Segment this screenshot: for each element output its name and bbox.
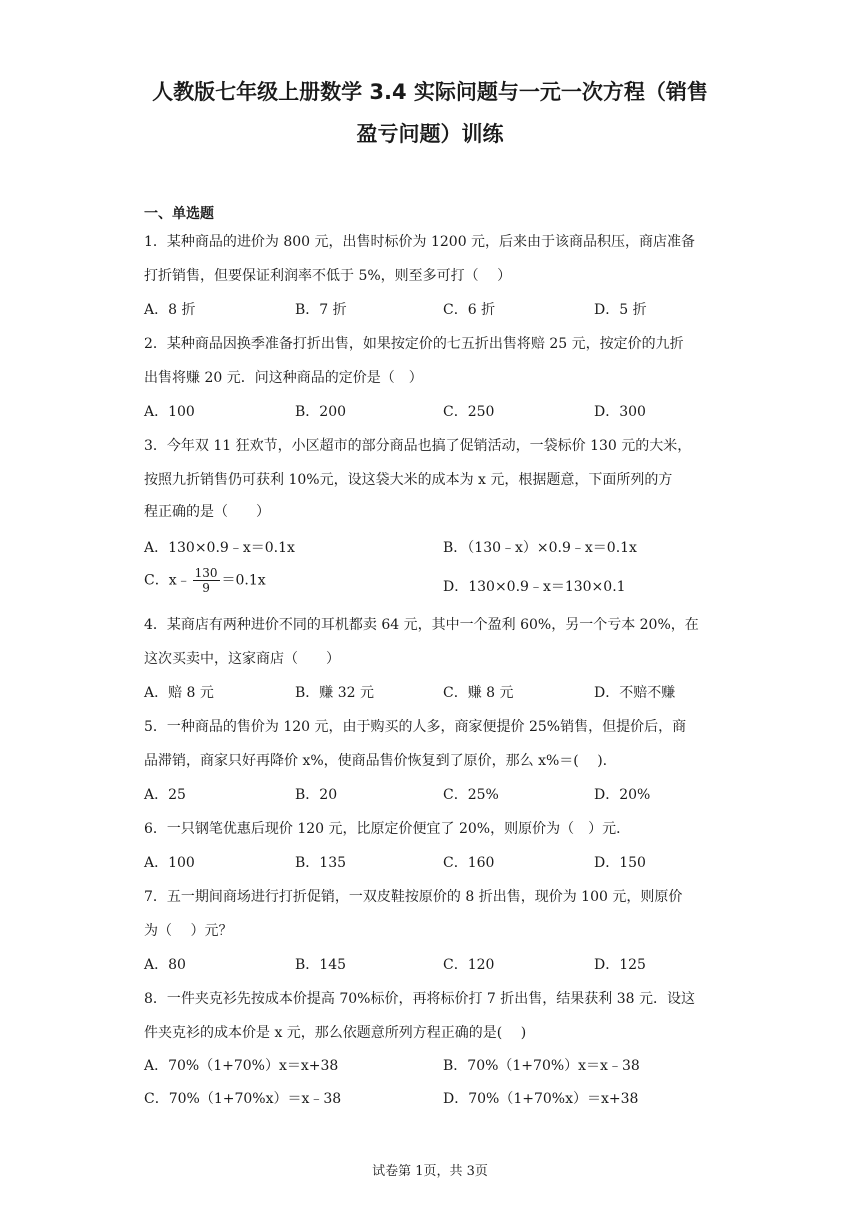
question-3-line1: 3．今年双 11 狂欢节，小区超市的部分商品也搞了促销活动，一袋标价 130 元的大米， (144, 438, 692, 454)
question-7-option-d: D．125 (594, 957, 646, 973)
fraction-denominator: 9 (202, 581, 210, 595)
question-1-option-b: B．7 折 (295, 302, 347, 318)
question-2-option-c: C．250 (443, 404, 495, 420)
question-8-line1: 8．一件夹克衫先按成本价提高 70%标价，再将标价打 7 折出售，结果获利 38 元．设这 (144, 991, 695, 1007)
question-1-option-a: A．8 折 (144, 302, 196, 318)
question-7-line1: 7．五一期间商场进行打折促销，一双皮鞋按原价的 8 折出售，现价为 100 元，则原价 (144, 889, 683, 905)
question-5-option-a: A．25 (144, 787, 186, 803)
question-1-line2: 打折销售，但要保证利润率不低于 5%，则至多可打（ ） (144, 268, 512, 284)
question-6-option-b: B．135 (295, 855, 347, 871)
question-1-line1: 1．某种商品的进价为 800 元，出售时标价为 1200 元，后来由于该商品积压，商店准备 (144, 234, 696, 250)
page-title-line2: 盈亏问题）训练 (356, 122, 504, 146)
question-1-option-d: D．5 折 (594, 302, 647, 318)
fraction-numerator: 130 (194, 566, 218, 580)
question-7-line2: 为（ ）元？ (144, 923, 233, 939)
question-1-option-c: C．6 折 (443, 302, 496, 318)
question-8-line2: 件夹克衫的成本价是 x 元，那么依题意所列方程正确的是( ) (144, 1025, 527, 1041)
question-4-option-d: D．不赔不赚 (594, 685, 676, 701)
question-6-option-a: A．100 (144, 855, 195, 871)
question-2-line2: 出售将赚 20 元．问这种商品的定价是（ ） (144, 370, 423, 386)
option-c-suffix: ＝0.1x (221, 572, 266, 589)
question-6-option-c: C．160 (443, 855, 495, 871)
question-5-line2: 品滞销，商家只好再降价 x%，使商品售价恢复到了原价，那么 x%＝( ). (144, 753, 608, 769)
fraction (193, 566, 220, 595)
question-4-line1: 4．某商店有两种进价不同的耳机都卖 64 元，其中一个盈利 60%，另一个亏本 20%，在 (144, 617, 699, 633)
question-6-option-d: D．150 (594, 855, 646, 871)
question-2-line1: 2．某种商品因换季准备打折出售，如果按定价的七五折出售将赔 25 元，按定价的九折 (144, 336, 684, 352)
question-8-option-b: B．70%（1+70%）x＝x﹣38 (443, 1058, 640, 1074)
question-3-option-b: B．（130﹣x）×0.9﹣x＝0.1x (443, 540, 637, 556)
section-heading: 一、单选题 (144, 206, 214, 222)
question-7-option-b: B．145 (295, 957, 347, 973)
question-3-option-d: D．130×0.9﹣x＝130×0.1 (443, 579, 626, 595)
question-5-option-b: B．20 (295, 787, 338, 803)
question-8-option-c: C．70%（1+70%x）＝x﹣38 (144, 1091, 342, 1107)
page-footer: 试卷第 1页，共 3页 (372, 1164, 488, 1179)
question-5-line1: 5．一种商品的售价为 120 元，由于购买的人多，商家便提价 25%销售，但提价后，商 (144, 719, 687, 735)
question-3-option-c (144, 566, 266, 595)
page-title-line1: 人教版七年级上册数学 3.4 实际问题与一元一次方程（销售 (152, 80, 708, 104)
option-c-prefix: C．x﹣ (144, 572, 191, 589)
question-5-option-c: C．25% (443, 787, 499, 803)
question-4-option-c: C．赚 8 元 (443, 685, 514, 701)
question-2-option-d: D．300 (594, 404, 646, 420)
question-4-line2: 这次买卖中，这家商店（ ） (144, 651, 340, 667)
question-3-option-a: A．130×0.9﹣x＝0.1x (144, 540, 295, 556)
question-7-option-a: A．80 (144, 957, 186, 973)
question-3-line2: 按照九折销售仍可获利 10%元，设这袋大米的成本为 x 元，根据题意，下面所列的方 (144, 472, 673, 488)
question-2-option-b: B．200 (295, 404, 347, 420)
question-8-option-d: D．70%（1+70%x）＝x+38 (443, 1091, 639, 1107)
question-4-option-b: B．赚 32 元 (295, 685, 375, 701)
question-6-line1: 6．一只钢笔优惠后现价 120 元，比原定价便宜了 20%，则原价为（ ）元． (144, 821, 631, 837)
question-2-option-a: A．100 (144, 404, 195, 420)
question-7-option-c: C．120 (443, 957, 495, 973)
question-8-option-a: A．70%（1+70%）x＝x+38 (144, 1058, 339, 1074)
question-3-line3: 程正确的是（ ） (144, 504, 270, 520)
question-4-option-a: A．赔 8 元 (144, 685, 214, 701)
question-5-option-d: D．20% (594, 787, 651, 803)
